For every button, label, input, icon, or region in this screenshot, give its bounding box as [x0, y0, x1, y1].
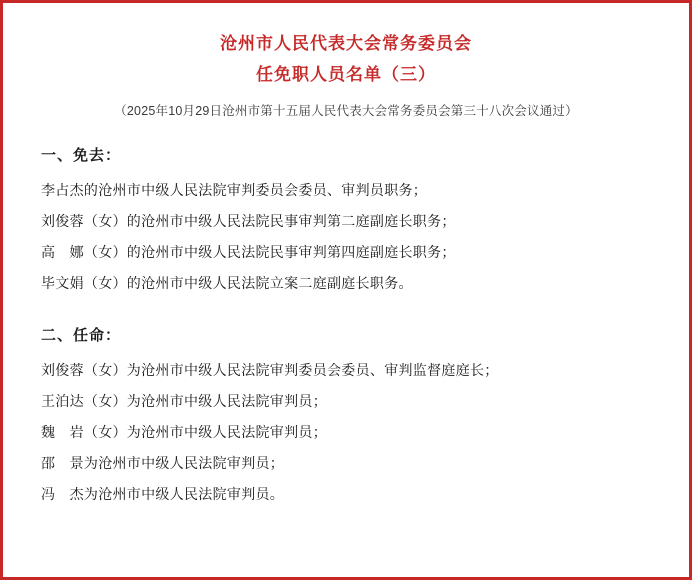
document-title-block	[25, 29, 667, 91]
list-item: 王泊达（女）为沧州市中级人民法院审判员；	[41, 393, 327, 409]
list-item: 毕文娟（女）的沧州市中级人民法院立案二庭副庭长职务。	[41, 275, 413, 291]
list-item: 高 娜（女）的沧州市中级人民法院民事审判第四庭副庭长职务；	[41, 244, 456, 260]
document-subtitle: （2025年10月29日沧州市第十五届人民代表大会常务委员会第三十八次会议通过）	[114, 104, 578, 118]
list-item: 刘俊蓉（女）为沧州市中级人民法院审判委员会委员、审判监督庭庭长；	[41, 362, 499, 378]
document-body	[3, 3, 689, 577]
section-appointments	[25, 321, 667, 510]
document-title-line-2: 任免职人员名单（三）	[256, 65, 436, 84]
section-heading-dismissals: 一、免去：	[41, 147, 122, 164]
list-item: 魏 岩（女）为沧州市中级人民法院审判员；	[41, 424, 327, 440]
section-dismissals	[25, 141, 667, 299]
document-title-line-1: 沧州市人民代表大会常务委员会	[220, 34, 472, 53]
section-heading-appointments: 二、任命：	[41, 327, 122, 344]
list-item: 李占杰的沧州市中级人民法院审判委员会委员、审判员职务；	[41, 182, 428, 198]
list-item: 邵 景为沧州市中级人民法院审判员；	[41, 455, 285, 471]
list-item: 刘俊蓉（女）的沧州市中级人民法院民事审判第二庭副庭长职务；	[41, 213, 456, 229]
list-item: 冯 杰为沧州市中级人民法院审判员。	[41, 486, 285, 502]
